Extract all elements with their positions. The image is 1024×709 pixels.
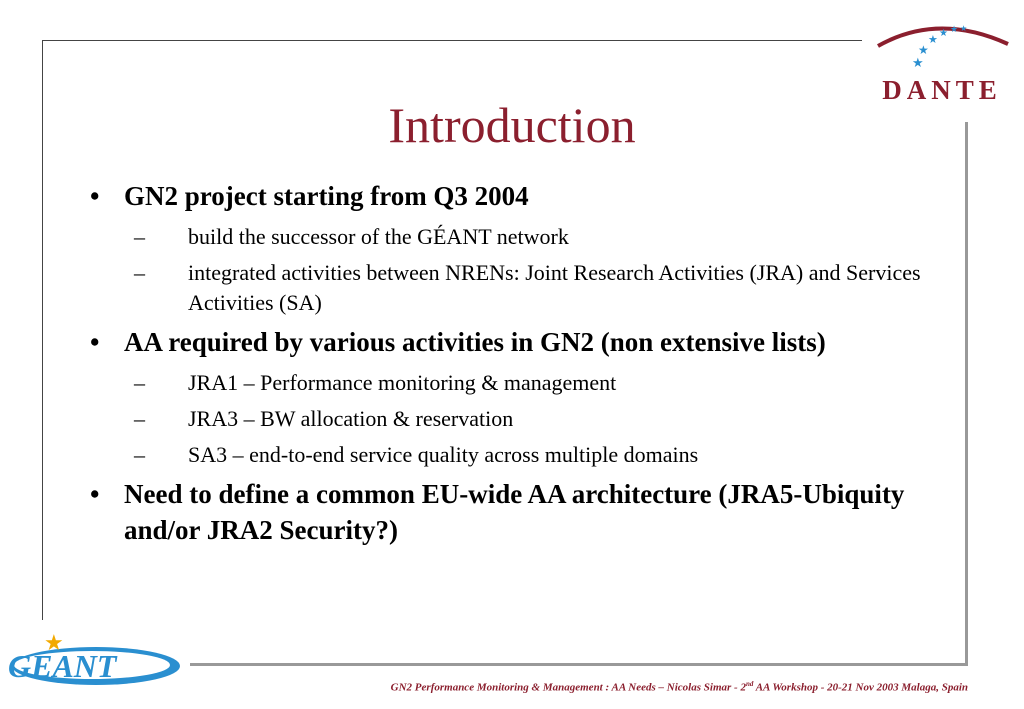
dash-marker: – bbox=[134, 370, 145, 395]
geant-wordmark: GEANT bbox=[8, 648, 117, 684]
star-icon: ★ bbox=[918, 43, 929, 57]
bullet-marker: • bbox=[90, 327, 100, 357]
sub-bullet-text: JRA1 – Performance monitoring & management bbox=[188, 370, 617, 395]
bullet-text: Need to define a common EU-wide AA architecture (JRA5-Ubiquity and/or JRA2 Security?) bbox=[124, 479, 905, 545]
sub-bullet-text: SA3 – end-to-end service quality across multiple domains bbox=[188, 442, 699, 467]
footer-text: GN2 Performance Monitoring & Management : AA Needs – Nicolas Simar - 2 bbox=[390, 681, 746, 694]
star-icon: ★ bbox=[44, 630, 64, 655]
sub-bullet-item bbox=[80, 222, 940, 252]
sub-bullet-item bbox=[80, 404, 940, 434]
dante-wordmark: DANTE bbox=[882, 75, 1002, 105]
footer-text-end: AA Workshop - 20-21 Nov 2003 Malaga, Spain bbox=[753, 681, 968, 694]
star-icon: ★ bbox=[939, 28, 948, 39]
star-icon: ★ bbox=[950, 24, 959, 34]
slide-footer bbox=[391, 680, 968, 694]
slide-title: Introduction bbox=[388, 97, 636, 153]
geant-logo bbox=[4, 624, 184, 690]
dash-marker: – bbox=[134, 260, 145, 285]
bullet-item bbox=[80, 178, 940, 214]
sub-bullet-text: integrated activities between NRENs: Joint Research Activities (JRA) and Services Activities (SA) bbox=[188, 260, 921, 315]
star-icon: ★ bbox=[912, 55, 924, 70]
bullet-text: AA required by various activities in GN2 (non extensive lists) bbox=[124, 327, 826, 357]
slide-content bbox=[80, 178, 940, 556]
sub-bullet-item bbox=[80, 440, 940, 470]
bullet-item bbox=[80, 476, 940, 548]
bullet-marker: • bbox=[90, 479, 100, 509]
bullet-text: GN2 project starting from Q3 2004 bbox=[124, 181, 529, 211]
bullet-item bbox=[80, 324, 940, 360]
star-icon: ★ bbox=[960, 24, 968, 33]
star-icon: ★ bbox=[928, 34, 938, 46]
bullet-marker: • bbox=[90, 181, 100, 211]
sub-bullet-item bbox=[80, 368, 940, 398]
dash-marker: – bbox=[134, 442, 145, 467]
dash-marker: – bbox=[134, 406, 145, 431]
sub-bullet-item bbox=[80, 258, 940, 318]
dash-marker: – bbox=[134, 224, 145, 249]
footer-ordinal: nd bbox=[745, 680, 754, 688]
sub-bullet-text: build the successor of the GÉANT network bbox=[188, 224, 569, 249]
sub-bullet-text: JRA3 – BW allocation & reservation bbox=[188, 406, 514, 431]
